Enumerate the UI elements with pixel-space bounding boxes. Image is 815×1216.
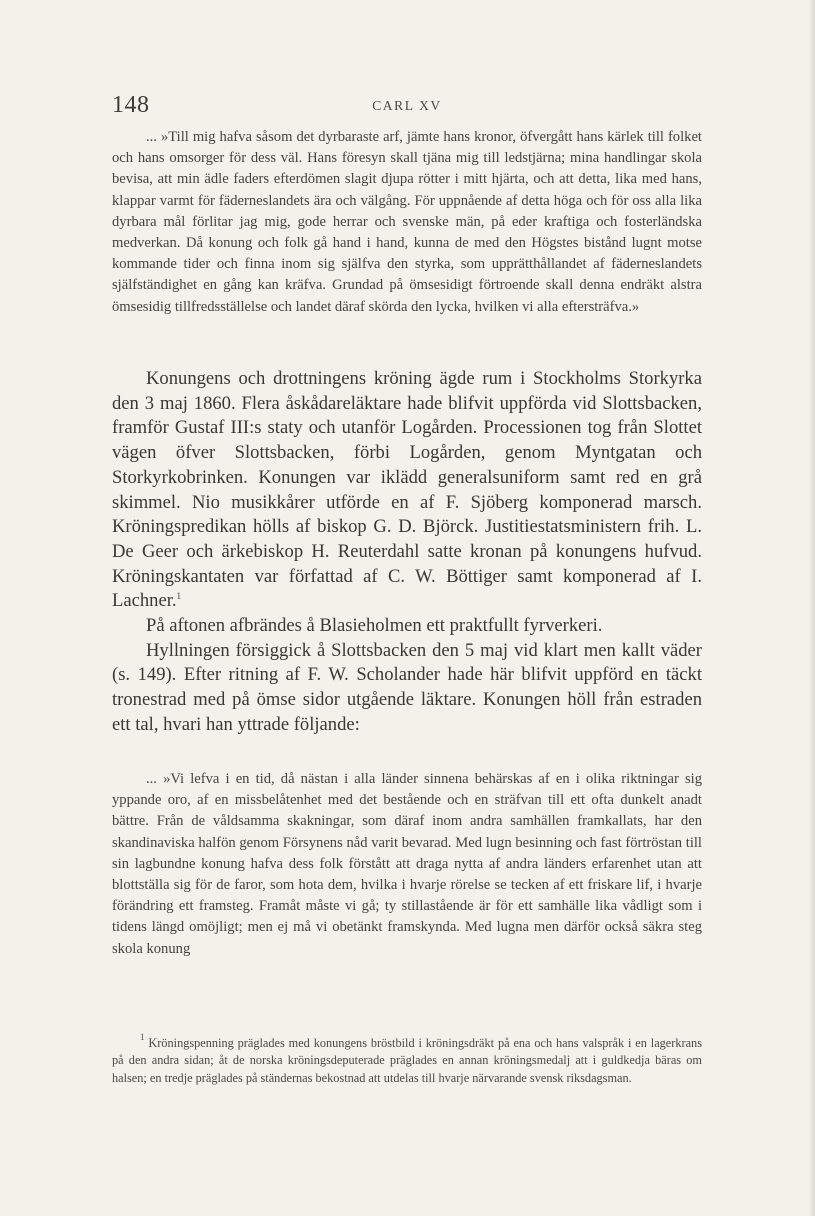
paragraph-text: Konungens och drottningens kröning ägde rum i Stockholms Storkyrka den 3 maj 1860. Flera åskådareläktare hade blifvit uppförda vid Slottsbacken, framför Gustaf III:s staty och utanför Logården. Processionen tog från Slottet vägen öfver Slottsbacken, förbi Logården, genom Myntgatan och Storkyrkobrinken. Konungen var iklädd generalsuniform samt red en grå skimmel. Nio musikkårer utförde en af F. Sjöberg komponerad marsch. Kröningspredikan hölls af biskop G. D. Björck. Justitiestatsministern frih. L. De Geer och ärkebiskop H. Reuterdahl satte kronan på konungens hufvud. Kröningskantaten var författad af C. W. Böttiger samt komponerad af I. Lachner. [112,368,702,612]
footnote-text: Kröningspenning präglades med konungens bröstbild i kröningsdräkt på ena och hans valspråk i en lagerkrans på den andra sidan; åt de norska kröningsdeputerade präglades en annan kröningsmedalj att i guldkedja bäras om halsen; en tredje präglades på ständernas bekostnad att utdelas till hvarje närvarande svensk riksdagsman. [112,1036,702,1085]
footnote-reference: 1 [176,591,182,602]
quote-paragraph: ... »Vi lefva i en tid, då nästan i alla länder sinnena behärskas af en i olika riktningar sig yppande oro, af en missbelåtenhet med det bestående och en sträfvan till ett ofta dunkelt anadt bättre. Från de våldsamma skakningar, som däraf inom andra samhällen framkallats, har den skandinaviska halfön genom Försynens nåd varit bevarad. Med lugn besinning och fast förtröstan till sin lagbundne konung hafva dess folk förstått att draga nytta af andra länders erfarenhet utan att blottställa sig för de faror, som hota dem, hvilka i hvarje rörelse se tecken af ett friskare lif, i hvarje förändring ett framsteg. Framåt måste vi gå; ty stillastående är för ett samhälle lika vådligt som i tidens längd omöjligt; men ej må vi obetänkt framskynda. Med lugna men därför också säkra steg skola konung [112,771,702,957]
main-text [112,367,702,738]
footnote-paragraph [112,1032,702,1087]
running-head: CARL XV [372,98,442,113]
quote-block-2 [112,769,702,960]
page-header [112,92,702,122]
page-number: 148 [112,92,150,118]
main-paragraph-fireworks: På aftonen afbrändes å Blasieholmen ett praktfullt fyrverkeri. [146,615,603,637]
main-paragraph-homage: Hyllningen försiggick å Slottsbacken den 5 maj vid klart men kallt väder (s. 149). Efter ritning af F. W. Scholander hade här blifvit uppförd en täckt tronestrad med på ömse sidor utgående läktare. Konungen höll från estraden ett tal, hvari han yttrade följande: [112,639,702,735]
quote-paragraph: ... »Till mig hafva såsom det dyrbaraste arf, jämte hans kronor, öfvergått hans kärlek till folket och hans omsorger för dess väl. Hans föresyn skall tjäna mig till ledstjärna; mina handlingar skola bevisa, att min ädle faders efterdömen slagit djupa rötter i mitt hjärta, och att detta, lika med hans, klappar varmt för fäderneslandets ära och välgång. För uppnående af detta höga och för oss alla lika dyrbara mål förlitar jag mig, gode herrar och svenske män, på eder kraftiga och fosterländska medverkan. Då konung och folk gå hand i hand, kunna de med den Högstes bistånd lugnt motse kommande tider och finna inom sig själfva den styrka, som upprätthållandet af fäderneslandets själfständighet en gång kan kräfva. Grundad på ömsesidigt förtroende skall denna endräkt alstra ömsesidig tillfredsställelse och landet däraf skörda den lycka, hvilken vi alla eftersträfva.» [112,129,702,315]
page-edge [810,0,815,1216]
main-paragraph-coronation [112,367,702,614]
footnote-marker: 1 [140,1032,145,1042]
footnote [112,1032,702,1087]
quote-block-1 [112,127,702,318]
